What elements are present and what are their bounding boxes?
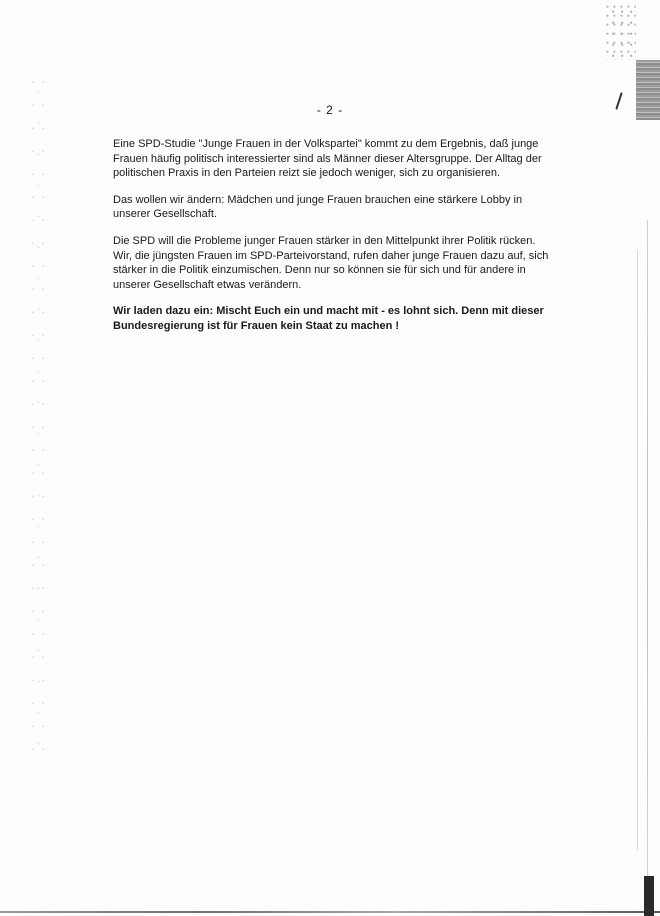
paragraph-change: Das wollen wir ändern: Mädchen und junge Frauen brauchen eine stärkere Lobby in unserer Gesellschaft.: [113, 193, 523, 221]
scan-artifact: [0, 911, 660, 913]
scan-artifact: [606, 4, 636, 60]
paragraph-study: Eine SPD-Studie "Junge Frauen in der Volkspartei" kommt zu dem Ergebnis, daß junge Frauen häufig politisch interessierter sind als Männer dieser Altersgruppe. Der Alltag der politischen Praxis in den Parteien reizt sie jedoch weniger, sich zu organisieren.: [113, 138, 542, 180]
scan-artifact: [637, 250, 638, 850]
scan-artifact: [30, 80, 44, 760]
page-number: - 2 -: [316, 103, 344, 117]
scan-artifact: [647, 220, 648, 900]
paragraph-spd: Die SPD will die Probleme junger Frauen stärker in den Mittelpunkt ihrer Politik rücken. Wir, die jüngsten Frauen im SPD-Parteivorstand, rufen daher junge Frauen dazu auf, sich stärker in die Politik einzumischen. Denn nur so können sie für sich und für andere in unserer Gesellschaft etwas verändern.: [113, 234, 549, 291]
paragraph-invitation: Wir laden dazu ein: Mischt Euch ein und macht mit - es lohnt sich. Denn mit dieser Bundesregierung ist für Frauen kein Staat zu machen !: [113, 305, 544, 333]
scan-artifact: [644, 876, 654, 916]
document-body: [113, 137, 553, 346]
